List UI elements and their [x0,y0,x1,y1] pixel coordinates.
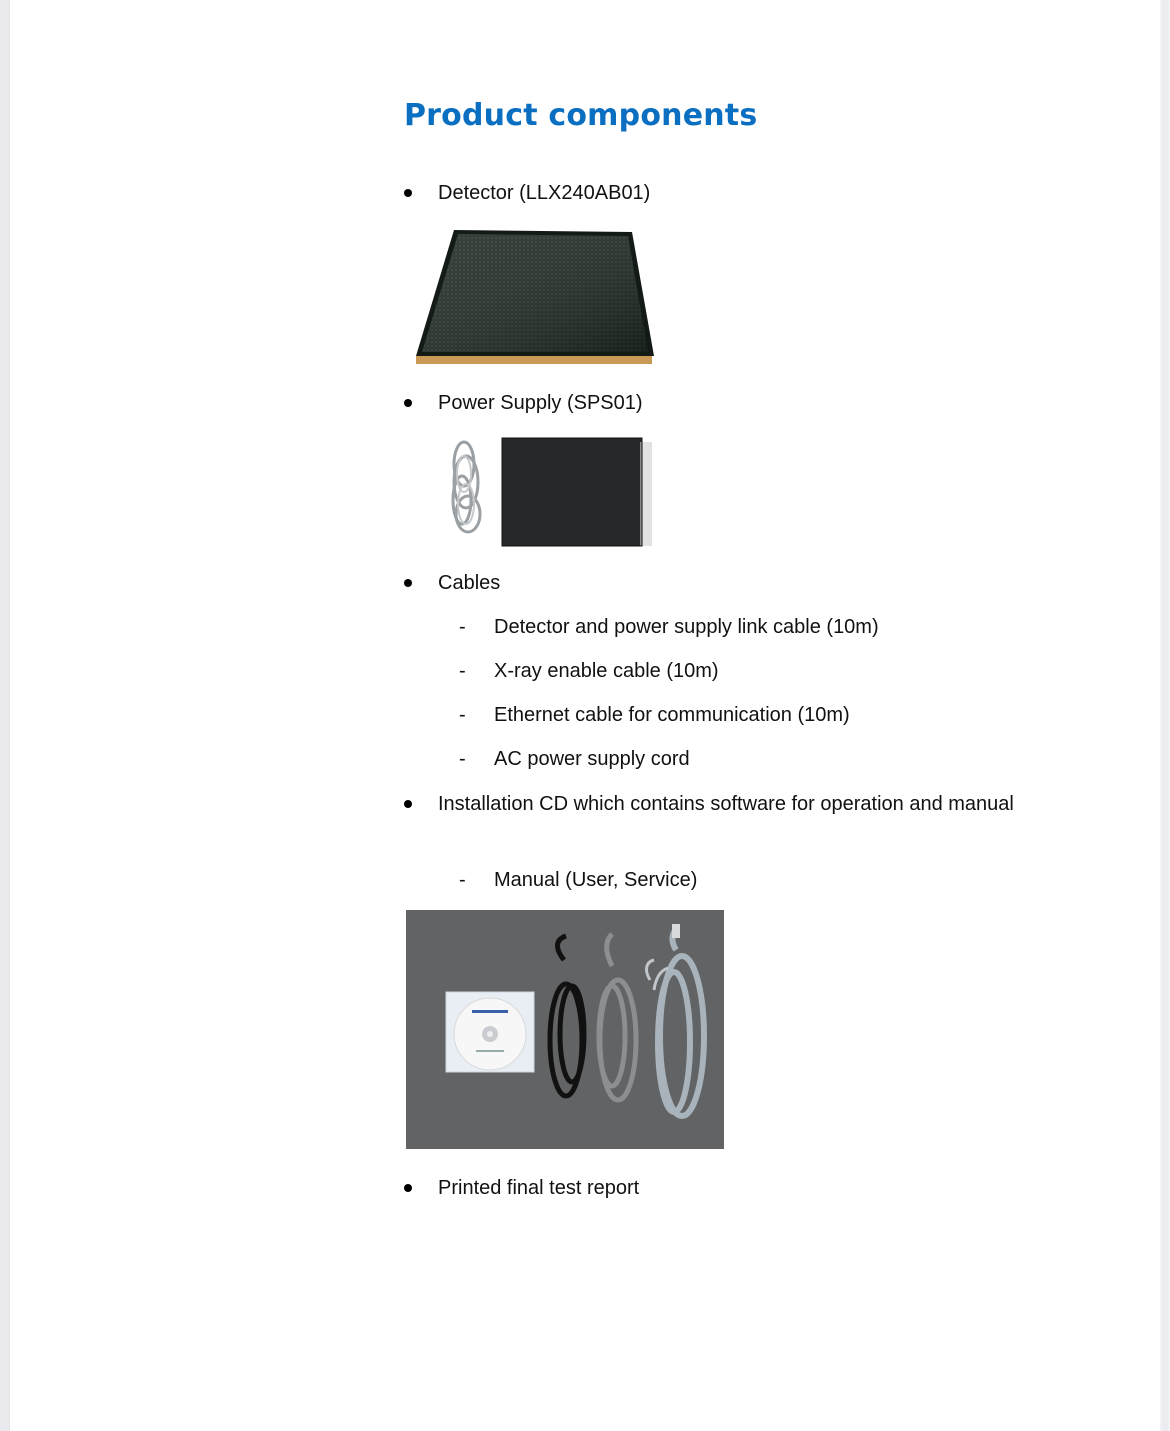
dash-icon: - [459,869,466,891]
bullet-icon [404,189,412,197]
bullet-icon [404,579,412,587]
dash-icon: - [459,748,466,770]
item-power-supply: Power Supply (SPS01) [438,392,643,414]
item-manual: Manual (User, Service) [494,869,698,891]
bullet-icon [404,1184,412,1192]
dash-icon: - [459,660,466,682]
power-supply-image [442,434,656,550]
item-cable-ethernet: Ethernet cable for communication (10m) [494,704,850,726]
dash-icon: - [459,616,466,638]
item-installation-cd: Installation CD which contains software for operation and manual [438,793,1014,815]
item-cable-link: Detector and power supply link cable (10m) [494,616,879,638]
bullet-icon [404,800,412,808]
scrollbar-thumb[interactable] [1162,0,1168,1431]
item-test-report: Printed final test report [438,1177,640,1199]
page-title: Product components [404,98,758,133]
detector-image [406,228,656,366]
scrollbar[interactable] [1160,0,1170,1431]
dash-icon: - [459,704,466,726]
item-cables: Cables [438,572,501,594]
item-detector: Detector (LLX240AB01) [438,182,651,204]
bullet-icon [404,399,412,407]
item-cable-ac: AC power supply cord [494,748,690,770]
document-page [10,0,1160,1431]
cd-and-cables-image [406,910,724,1149]
item-cable-xray: X-ray enable cable (10m) [494,660,719,682]
